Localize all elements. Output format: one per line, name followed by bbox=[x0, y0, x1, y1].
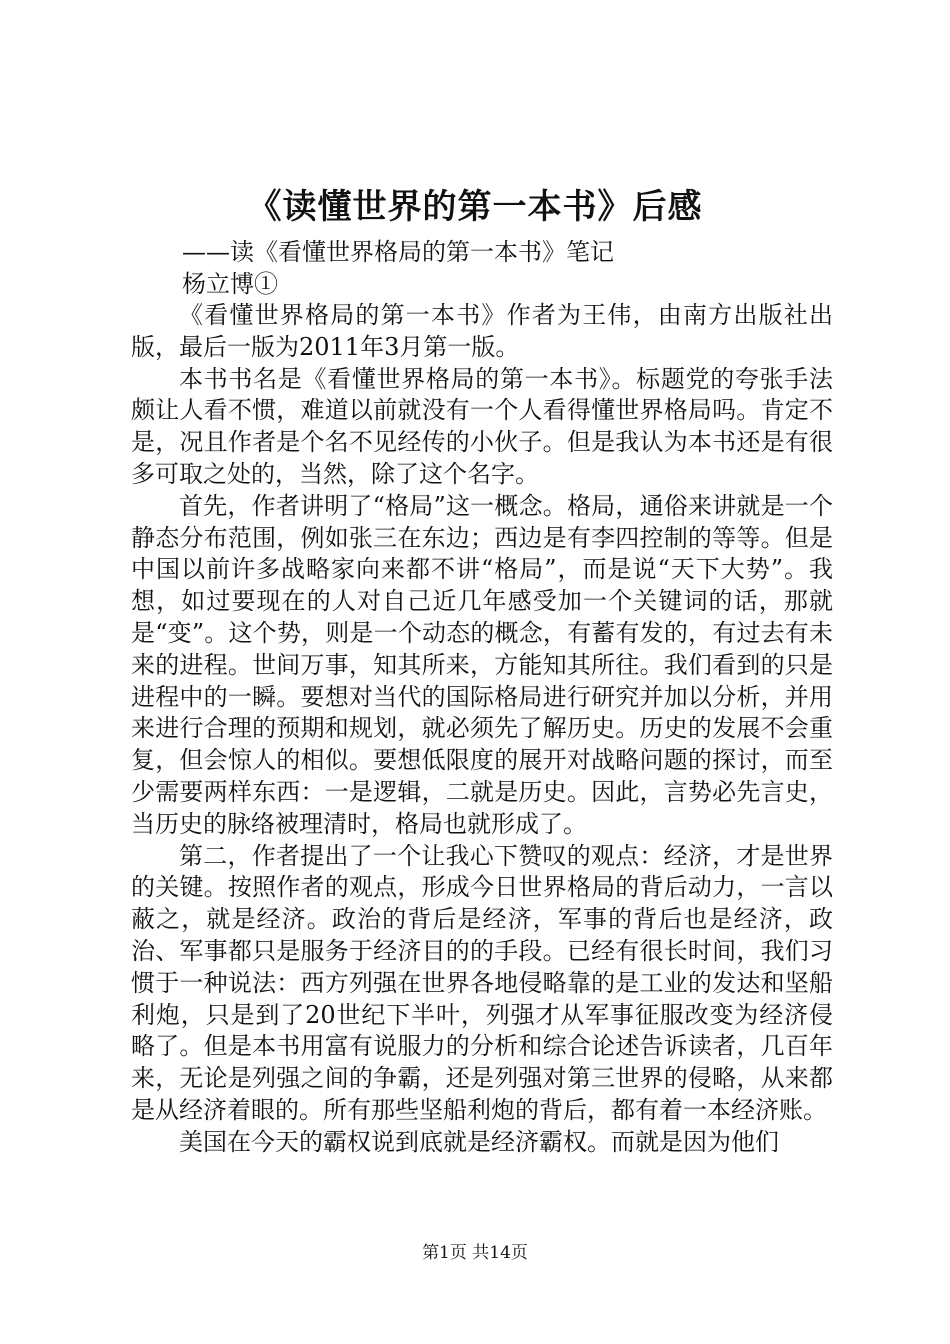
paragraph: 首先，作者讲明了“格局”这一概念。格局，通俗来讲就是一个静态分布范围，例如张三在东边；西边是有李四控制的等等。但是中国以前许多战略家向来都不讲“格局”，而是说“天下大势”。我想，如过要现在的人对自己近几年感受加一个关键词的话，那就是“变”。这个势，则是一个动态的概念，有蓄有发的，有过去有未来的进程。世间万事，知其所来，方能知其所往。我们看到的只是进程中的一瞬。要想对当代的国际格局进行研究并加以分析，并用来进行合理的预期和规划，就必须先了解历史。历史的发展不会重复，但会惊人的相似。要想低限度的展开对战略问题的探讨，而至少需要两样东西：一是逻辑，二就是历史。因此，言势必先言史，当历史的脉络被理清时，格局也就形成了。 bbox=[131, 491, 833, 838]
document-title: 《读懂世界的第一本书》后感 bbox=[247, 187, 703, 227]
document-body bbox=[131, 300, 833, 1159]
author-name: 杨立博① bbox=[182, 270, 278, 298]
paragraph: 美国在今天的霸权说到底就是经济霸权。而就是因为他们 bbox=[179, 1127, 779, 1156]
page-footer: 第1页 共14页 bbox=[422, 1243, 528, 1263]
paragraph: 第二，作者提出了一个让我心下赞叹的观点：经济，才是世界的关键。按照作者的观点，形成今日世界格局的背后动力，一言以蔽之，就是经济。政治的背后是经济，军事的背后也是经济，政治、军事都只是服务于经济目的的手段。已经有很长时间，我们习惯于一种说法：西方列强在世界各地侵略靠的是工业的发达和坚船利炮，只是到了20世纪下半叶，列强才从军事征服改变为经济侵略了。但是本书用富有说服力的分析和综合论述告诉读者，几百年来，无论是列强之间的争霸，还是列强对第三世界的侵略，从来都是从经济着眼的。所有那些坚船利炮的背后，都有着一本经济账。 bbox=[131, 841, 833, 1124]
paragraph: 《看懂世界格局的第一本书》作者为王伟，由南方出版社出版，最后一版为2011年3月第一版。 bbox=[131, 301, 833, 361]
document-subtitle: ——读《看懂世界格局的第一本书》笔记 bbox=[182, 238, 614, 266]
paragraph: 本书书名是《看懂世界格局的第一本书》。标题党的夸张手法颇让人看不惯，难道以前就没有一个人看得懂世界格局吗。肯定不是，况且作者是个名不见经传的小伙子。但是我认为本书还是有很多可取之处的，当然，除了这个名字。 bbox=[131, 364, 833, 488]
